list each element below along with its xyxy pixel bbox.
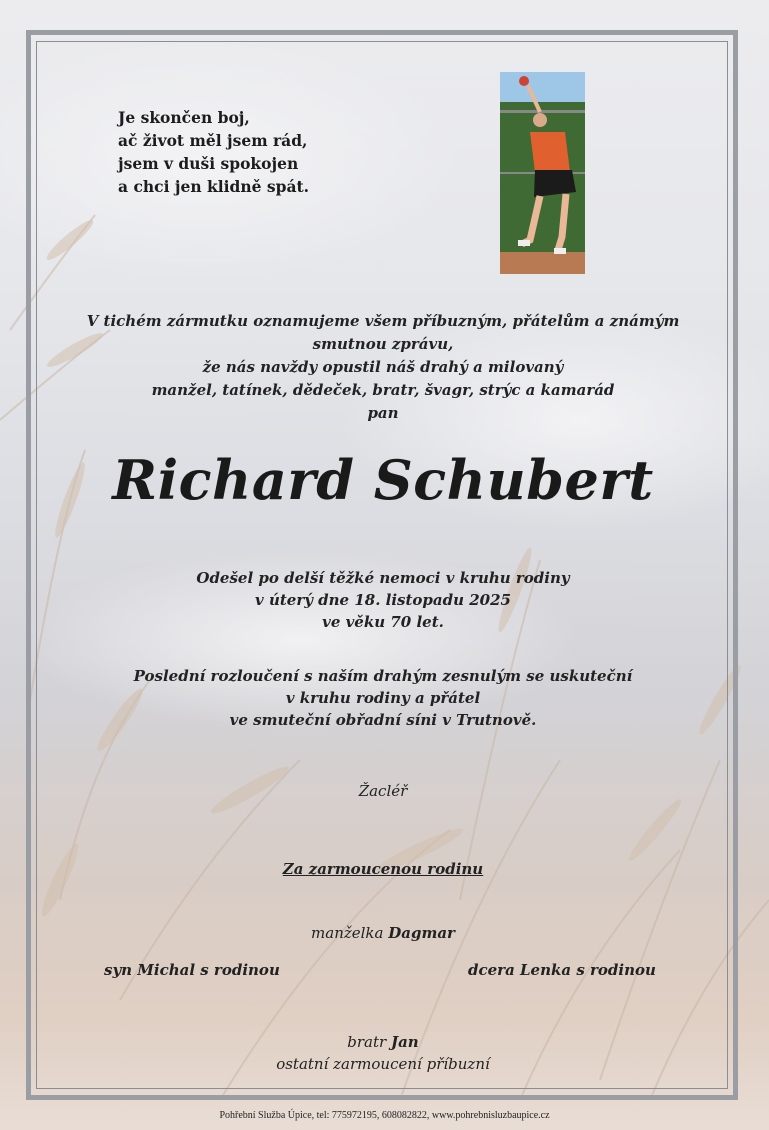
announcement-line: V tichém zármutku oznamujeme všem příbuzným, přátelům a známým [86,312,680,330]
portrait-photo [500,72,585,274]
announcement [40,310,726,425]
deceased-name: Richard Schubert [112,448,654,512]
son-line: syn Michal s rodinou [104,961,280,979]
brother-name: Jan [390,1033,419,1051]
announcement-line: smutnou zprávu, [312,335,454,353]
wife-line [40,924,726,942]
death-info-line: ve věku 70 let. [322,613,444,631]
death-info-line: v úterý dne 18. listopadu 2025 [255,591,511,609]
farewell-info-line: Poslední rozloučení s naším drahým zesnulým se uskuteční [133,667,633,685]
poem-line: jsem v duši spokojen [118,154,299,173]
poem-line: Je skončen boj, [118,108,250,127]
poem-line: a chci jen klidně spát. [118,177,310,196]
brother-prefix: bratr [347,1033,387,1051]
family-title: Za zarmoucenou rodinu [282,860,484,878]
poem-line: ač život měl jsem rád, [118,131,308,150]
other-relatives: ostatní zarmoucení příbuzní [276,1055,490,1073]
announcement-line: manžel, tatínek, dědeček, bratr, švagr, strýc a kamarád [151,381,615,399]
announcement-line: že nás navždy opustil náš drahý a milovaný [202,358,564,376]
poem [118,106,309,198]
footer-contact: Pohřební Služba Úpice, tel: 775972195, 608082822, www.pohrebnisluzbaupice.cz [219,1110,550,1121]
farewell-info-line: ve smuteční obřadní síni v Trutnově. [229,711,537,729]
death-info [40,567,726,633]
brother-block [40,1031,726,1075]
farewell-info-line: v kruhu rodiny a přátel [285,689,481,707]
wife-prefix: manželka [311,924,384,942]
town: Žacléř [358,782,408,800]
death-info-line: Odešel po delší těžké nemoci v kruhu rodiny [196,569,570,587]
brother-line [40,1031,726,1053]
wife-name: Dagmar [388,924,455,942]
announcement-line: pan [367,404,399,422]
farewell-info [40,665,726,731]
daughter-line: dcera Lenka s rodinou [468,961,656,979]
